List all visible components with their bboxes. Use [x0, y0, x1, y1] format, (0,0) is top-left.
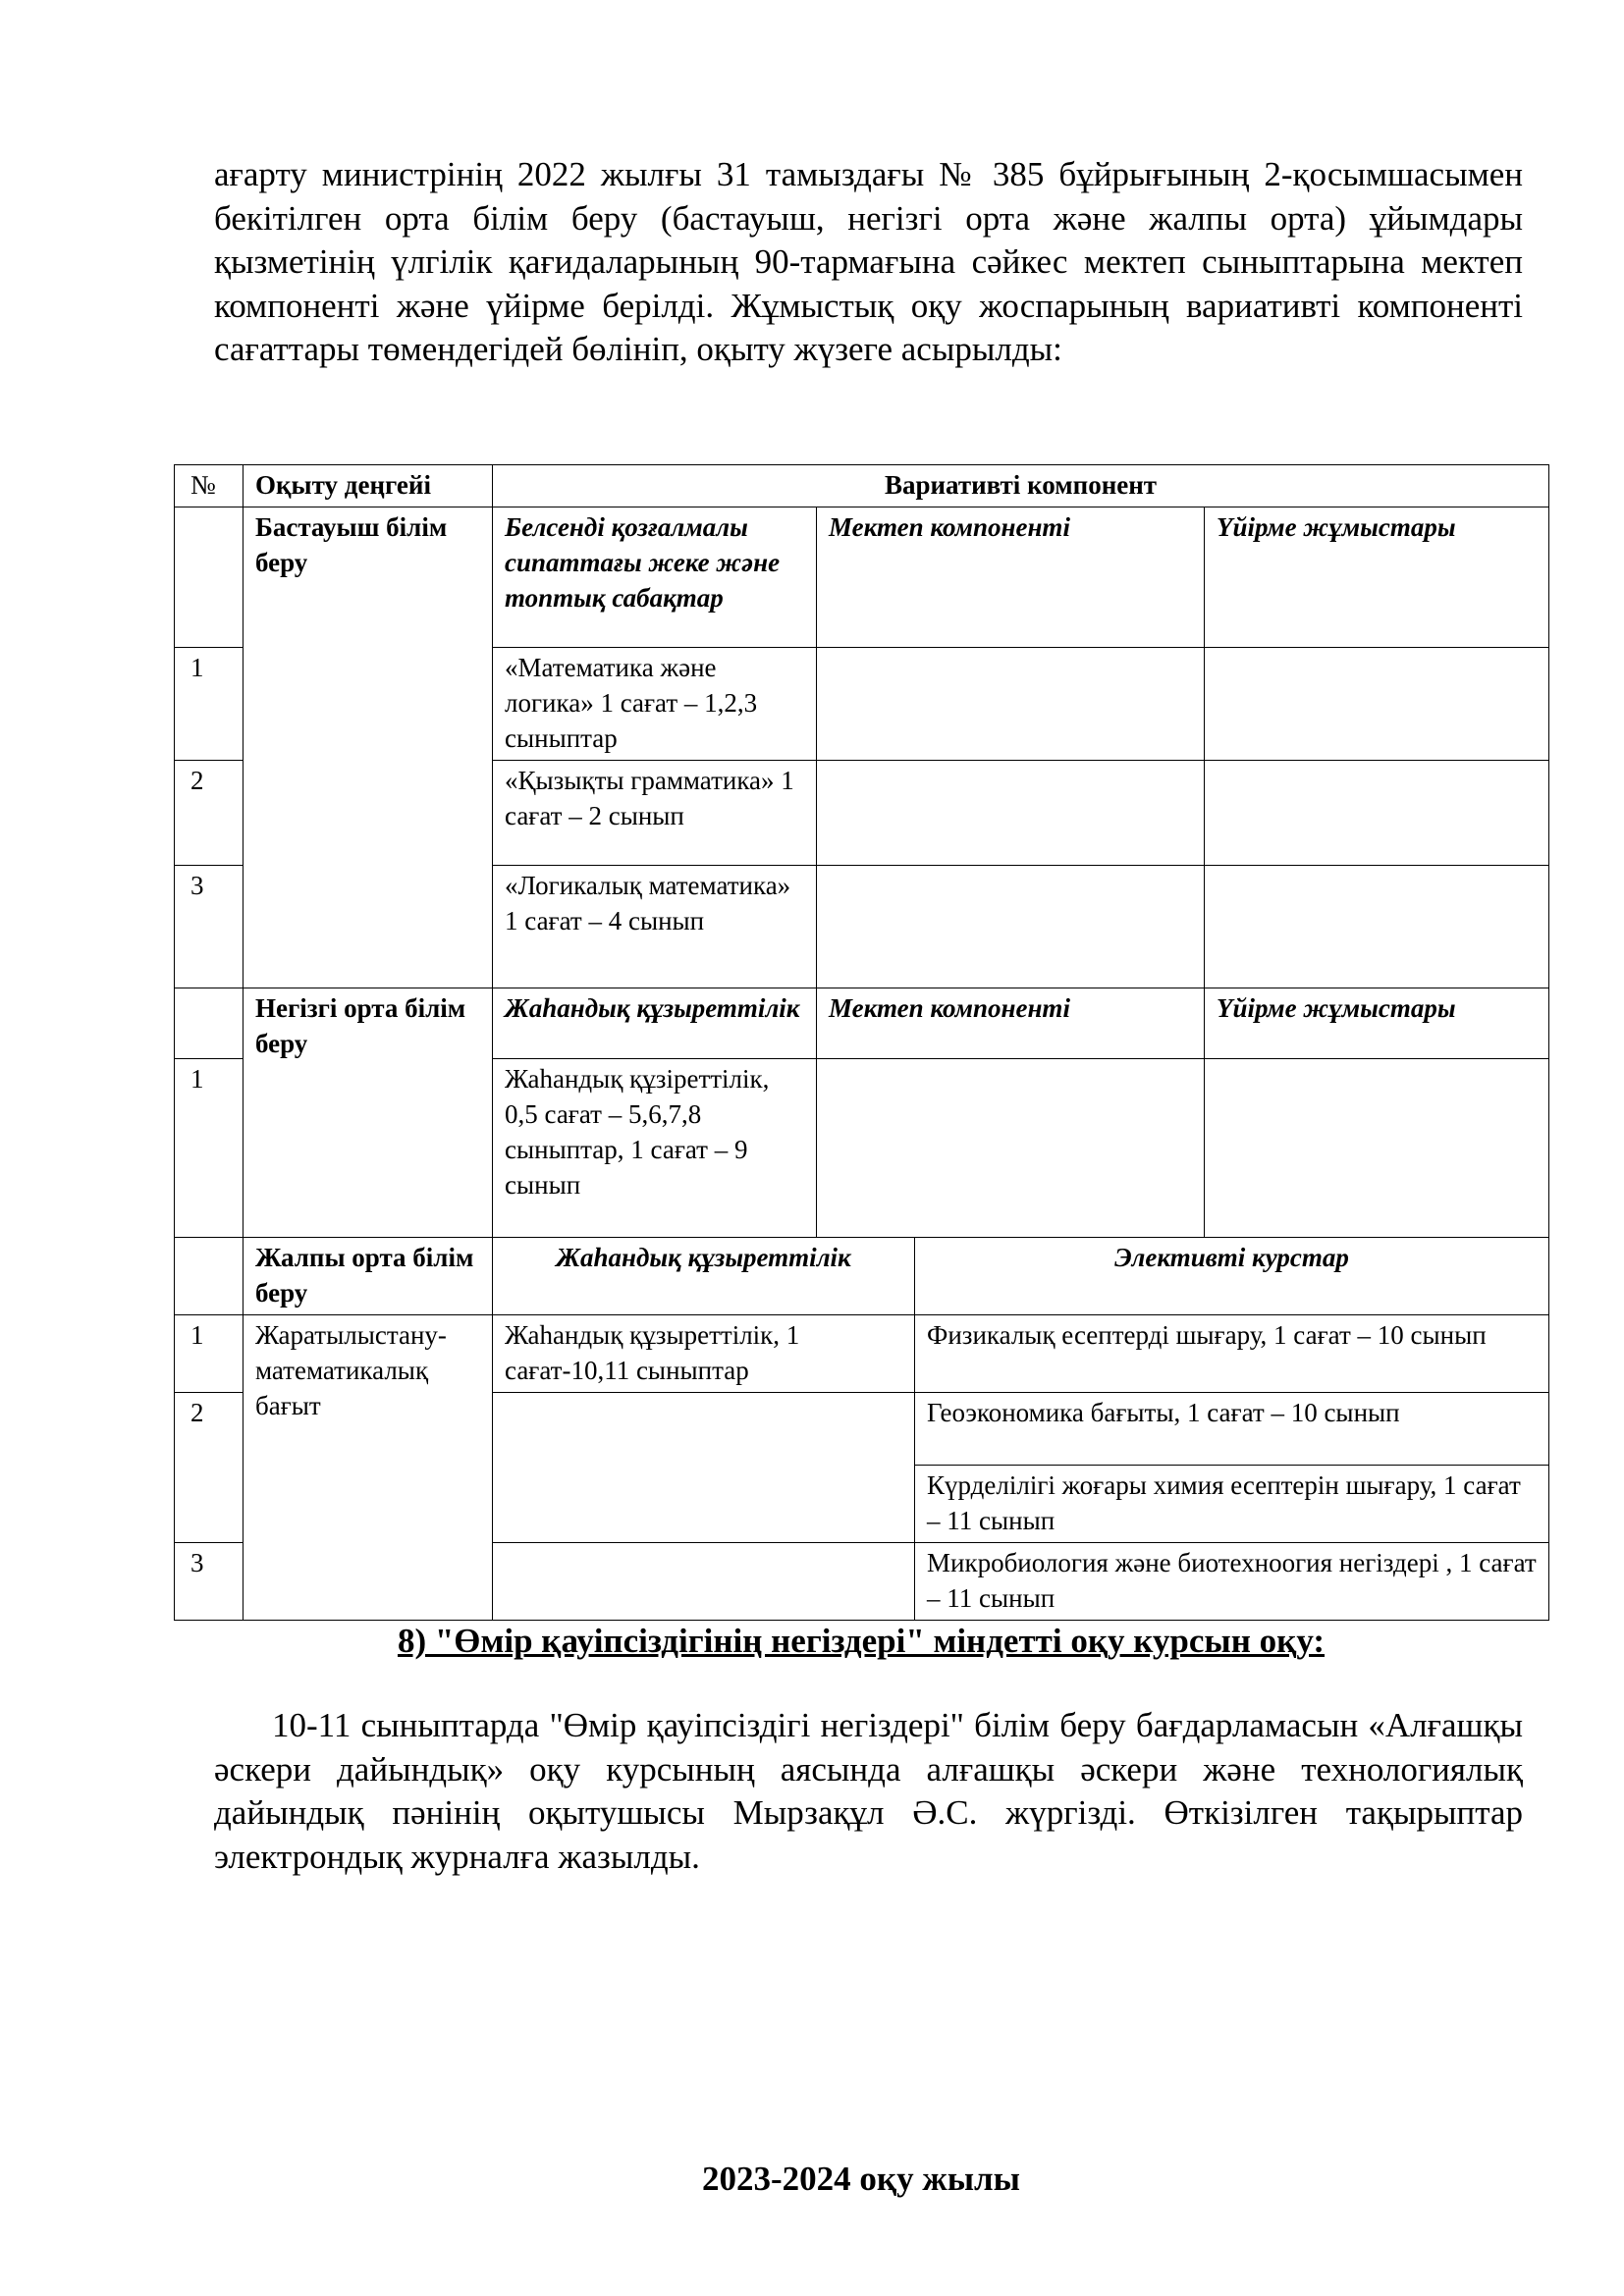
table-row: [175, 507, 1549, 648]
primary-col1-header: Белсенді қозғалмалы сипаттағы жеке және топтық сабақтар: [493, 507, 817, 648]
table-row: 3 Микробиология және биотехноогия негіздері , 1 сағат – 11 сынып: [175, 1543, 1549, 1621]
primary-col2-header: Мектеп компоненті: [817, 507, 1205, 648]
primary-col3-header: Үйірме жұмыстары: [1205, 507, 1549, 648]
section-title: 8) "Өмір қауіпсіздігінің негіздері" міндетті оқу курсын оқу:: [397, 1622, 1326, 1660]
table-header-row: [175, 465, 1549, 507]
header-level: Оқыту деңгейі: [244, 465, 493, 507]
level-basic: Негізгі орта білім беру: [244, 988, 493, 1238]
table-row: 2 Геоэкономика бағыты, 1 сағат – 10 сынып: [175, 1393, 1549, 1466]
basic-col2-header: Мектеп компоненті: [817, 988, 1205, 1059]
table-row: 2 «Қызықты грамматика» 1 сағат – 2 сынып: [175, 761, 1549, 866]
header-variative: Вариативті компонент: [493, 465, 1549, 507]
table-row: [175, 988, 1549, 1059]
table-row: 1 Жаһандық құзіреттілік, 0,5 сағат – 5,6,7,8 сыныптар, 1 сағат – 9 сынып: [175, 1059, 1549, 1238]
basic-col3-header: Үйірме жұмыстары: [1205, 988, 1549, 1059]
intro-paragraph: ағарту министрінің 2022 жылғы 31 тамыздағы № 385 бұйрығының 2-қосымшасымен бекітілген орта білім беру (бастауыш, негізгі орта және жалпы орта) ұйымдары қызметінің үлгілік қағидаларының 90-тармағына сәйкес мектеп сыныптарына мектеп компоненті және үйірме берілді. Жұмыстық оқу жоспарының вариативті компоненті сағаттары төмендегідей бөлініп, оқыту жүзеге асырылды:: [214, 155, 1523, 368]
header-num: №: [175, 465, 244, 507]
year-heading: 2023-2024 оқу жылы: [702, 2160, 1020, 2198]
table-row: 1 «Математика және логика» 1 сағат – 1,2,3 сыныптар: [175, 648, 1549, 761]
table-row: 3 «Логикалық математика» 1 сағат – 4 сынып: [175, 866, 1549, 988]
level-general: Жалпы орта білім беру: [244, 1238, 493, 1315]
variative-component-table: [174, 464, 1549, 1621]
table-row: Күрделілігі жоғары химия есептерін шығару, 1 сағат – 11 сынып: [175, 1466, 1549, 1543]
basic-col1-header: Жаһандық құзыреттілік: [493, 988, 817, 1059]
level-primary: Бастауыш білім беру: [244, 507, 493, 988]
general-col1-header: Жаһандық құзыреттілік: [493, 1238, 915, 1315]
general-col2-header: Элективті курстар: [915, 1238, 1549, 1315]
table-row: 1 Жаратылыстану-математикалық бағыт Жаһандық құзыреттілік, 1 сағат-10,11 сыныптар Физикалық есептерді шығару, 1 сағат – 10 сынып: [175, 1315, 1549, 1393]
table-row: [175, 1238, 1549, 1315]
general-direction: Жаратылыстану-математикалық бағыт: [244, 1315, 493, 1621]
section-paragraph: 10-11 сыныптарда "Өмір қауіпсіздігі негіздері" білім беру бағдарламасын «Алғашқы әскери дайындық» оқу курсының аясында алғашқы әскери және технологиялық дайындық пәнінің оқытушысы Мырзақұл Ә.С. жүргізді. Өткізілген тақырыптар электрондық журналға жазылды.: [214, 1706, 1523, 1876]
